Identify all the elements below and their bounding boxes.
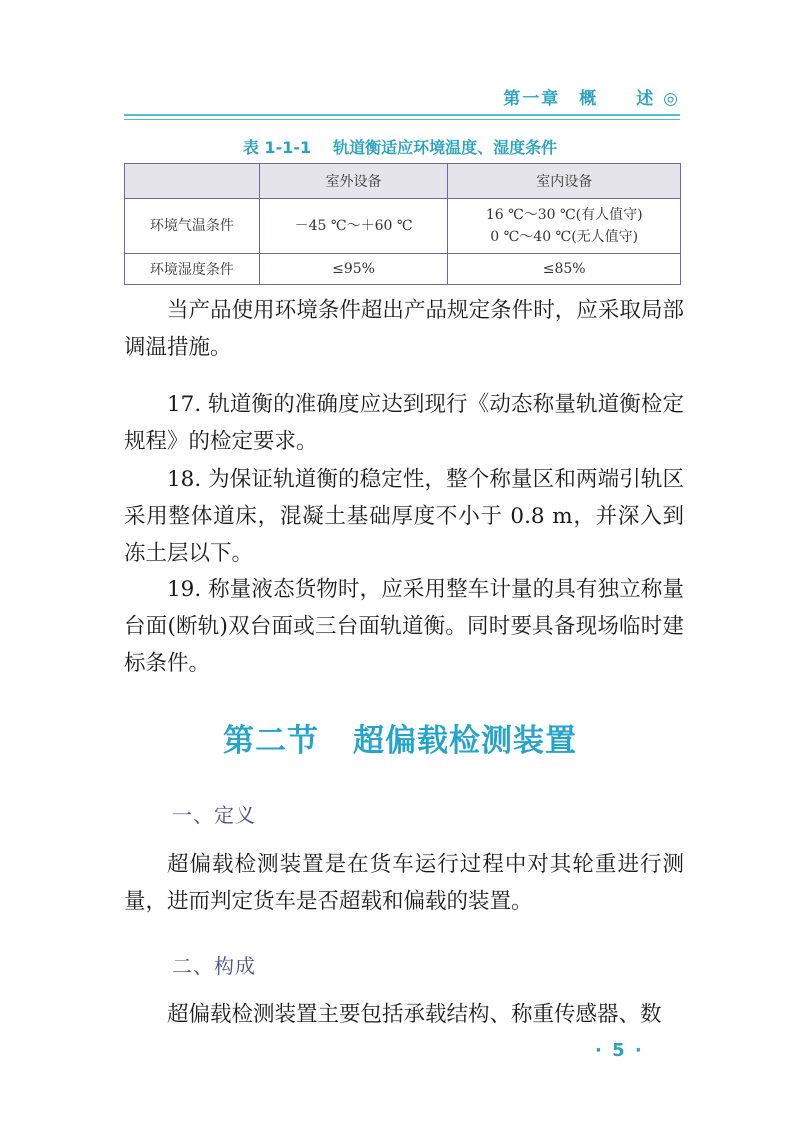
paragraph-definition: 超偏载检测装置是在货车运行过程中对其轮重进行测量，进而判定货车是否超载和偏载的装置。 xyxy=(124,852,684,914)
table-number: 表 1-1-1 xyxy=(242,138,312,157)
outdoor-cell: －45 ℃～＋60 ℃ xyxy=(259,199,448,254)
indoor-line: 0 ℃～40 ℃(无人值守) xyxy=(490,229,639,245)
table-title: 轨道衡适应环境温度、湿度条件 xyxy=(333,138,558,157)
header-rule-thick xyxy=(124,114,680,116)
table-row xyxy=(125,254,681,285)
section-title: 超偏载检测装置 xyxy=(353,723,577,759)
subsection-heading-composition: 二、构成 xyxy=(172,954,256,978)
page-number: · 5 · xyxy=(595,1040,644,1061)
environment-conditions-table xyxy=(124,163,681,285)
section-heading xyxy=(0,715,800,760)
header-rule-thin xyxy=(124,119,680,120)
running-header xyxy=(124,84,680,114)
indoor-cell: ≤85% xyxy=(448,254,681,285)
table-header-cell: 室外设备 xyxy=(259,164,448,199)
table-row xyxy=(125,199,681,254)
paragraph-composition: 超偏载检测装置主要包括承载结构、称重传感器、数 xyxy=(167,1002,662,1027)
subsection-heading-definition: 一、定义 xyxy=(172,803,256,827)
table-caption xyxy=(0,135,800,158)
paragraph-item-18: 18. 为保证轨道衡的稳定性，整个称量区和两端引轨区采用整体道床，混凝土基础厚度不小于 0.8 m，并深入到冻土层以下。 xyxy=(124,467,684,566)
section-number: 第二节 xyxy=(223,723,319,759)
paragraph-item-19: 19. 称量液态货物时，应采用整车计量的具有独立称量台面(断轨)双台面或三台面轨道衡。同时要具备现场临时建标条件。 xyxy=(124,577,684,676)
paragraph-conditions: 当产品使用环境条件超出产品规定条件时，应采取局部调温措施。 xyxy=(124,298,684,360)
indoor-cell xyxy=(448,199,681,254)
running-title: 第一章 概 述 ◎ xyxy=(503,89,680,109)
outdoor-cell: ≤95% xyxy=(259,254,448,285)
table-header-cell: 室内设备 xyxy=(448,164,681,199)
row-label: 环境气温条件 xyxy=(125,199,260,254)
row-label: 环境湿度条件 xyxy=(125,254,260,285)
table-header-cell xyxy=(125,164,260,199)
table-header-row xyxy=(125,164,681,199)
indoor-line: 16 ℃～30 ℃(有人值守) xyxy=(485,207,643,223)
paragraph-item-17: 17. 轨道衡的准确度应达到现行《动态称量轨道衡检定规程》的检定要求。 xyxy=(124,392,684,454)
